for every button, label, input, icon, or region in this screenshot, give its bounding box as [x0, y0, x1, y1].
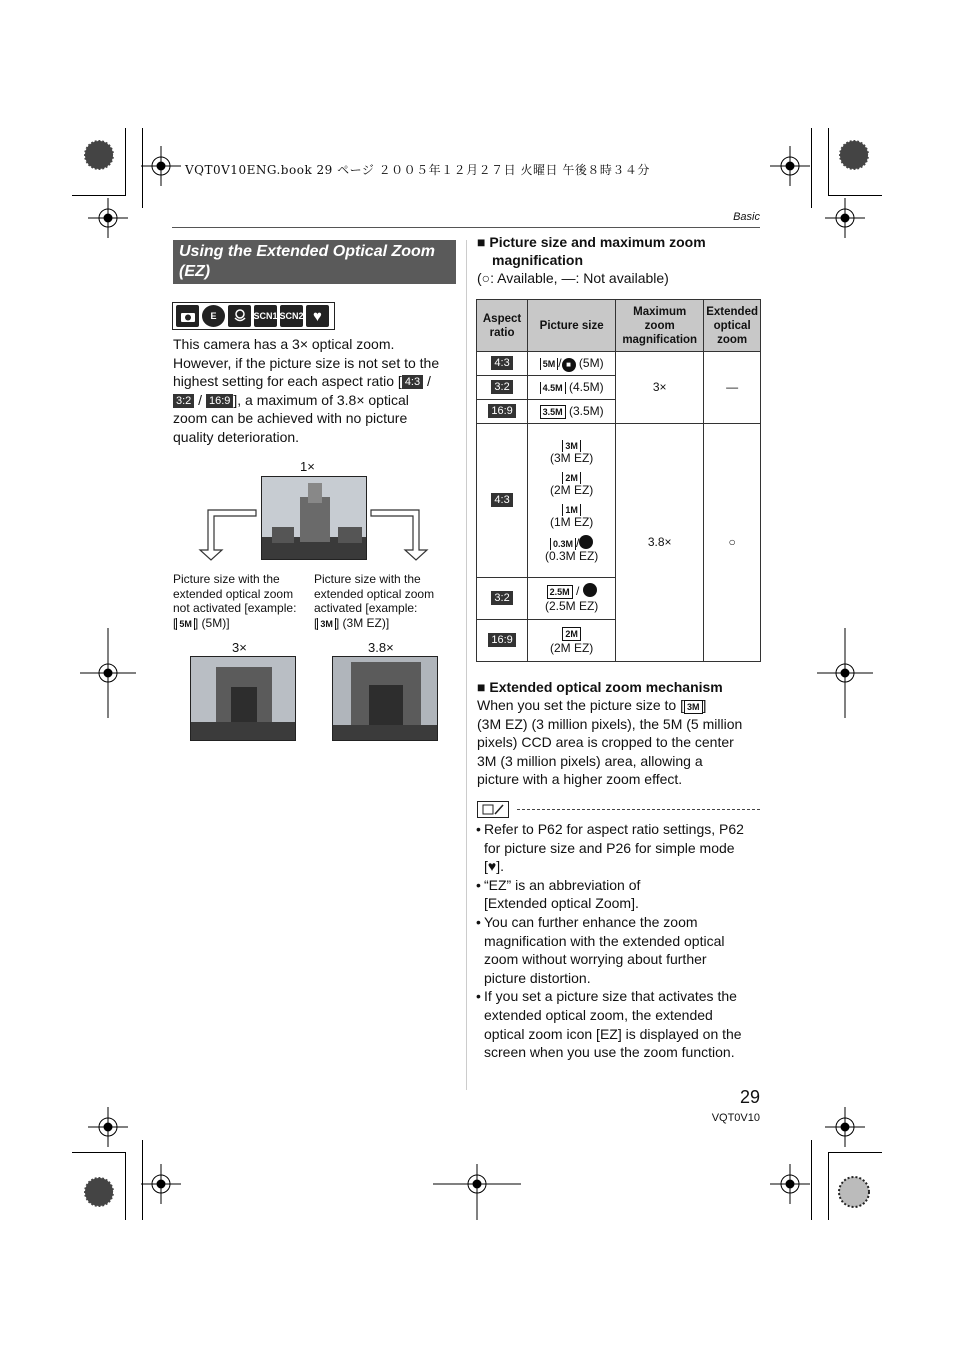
ratio-icon: 16:9: [488, 633, 515, 647]
column-divider: [466, 240, 467, 1090]
table-legend: (○: Available, —: Not available): [477, 270, 669, 286]
note-divider: [517, 809, 760, 810]
square-icon: [583, 583, 597, 597]
table-row: 3:2 2.5M / (2.5M EZ): [477, 578, 761, 620]
size-icon: 3.5M: [540, 405, 566, 419]
arrow-left: [198, 508, 260, 562]
macro-mode-icon: [228, 305, 251, 327]
fountain-illustration: [262, 477, 367, 560]
size-icon: 5M: [540, 358, 559, 370]
mechanism-heading: ■ Extended optical zoom mechanism: [477, 679, 723, 695]
target-mark: [825, 1107, 865, 1147]
model-code: VQT0V10: [711, 1112, 760, 1124]
zoom-3-8x-label: 3.8×: [368, 640, 394, 655]
size-icon: 2.5M: [547, 585, 573, 599]
size-icon: 1M: [562, 504, 581, 516]
fountain-photo-3x: [190, 656, 296, 741]
zoom-3x-label: 3×: [232, 640, 247, 655]
target-mark: [141, 1164, 181, 1204]
list-item: • If you set a picture size that activates the extended optical zoom, the extended optical zoom icon [EZ] is displayed on the screen when you use the zoom function.: [476, 987, 766, 1061]
square-icon: [579, 535, 593, 549]
size-3m-icon: 3M: [317, 618, 336, 630]
scene2-mode-icon: SCN2: [280, 305, 303, 327]
simple-mode-icon: ♥: [306, 305, 329, 327]
zoom-table: [476, 299, 761, 662]
size-icon: 2M: [562, 627, 581, 641]
size-icon: 2M: [562, 472, 581, 484]
star-target-mark: [839, 140, 869, 170]
arrow-right: [369, 508, 431, 562]
mechanism-paragraph: When you set the picture size to [ 3M ] (3M EZ) (3 million pixels), the 5M (5 million pixels) CCD area is cropped to the center 3M (3 million pixels) area, allowing a picture with a higher zoom effect.: [477, 697, 743, 788]
ratio-4-3-icon: 4:3: [402, 375, 423, 389]
ratio-icon: 16:9: [488, 404, 515, 418]
target-mark: [825, 198, 865, 238]
target-mark: [817, 628, 873, 718]
col-aspect-ratio: Aspect ratio: [477, 300, 528, 352]
notes-list: [476, 820, 766, 1062]
fountain-photo-1x: [261, 476, 367, 560]
section-title: Using the Extended Optical Zoom (EZ): [173, 240, 456, 284]
list-item: • “EZ” is an abbreviation of [Extended optical Zoom].: [476, 876, 766, 913]
col-picture-size: Picture size: [528, 300, 616, 352]
table-row: 16:9 2M (2M EZ): [477, 620, 761, 662]
size-icon: 4.5M: [540, 382, 566, 394]
page-number: 29: [739, 1087, 760, 1107]
table-heading: ■ Picture size and maximum zoom magnification: [477, 234, 706, 268]
mode-icon-strip: [172, 302, 335, 330]
list-item: • Refer to P62 for aspect ratio settings, P62 for picture size and P26 for simple mode [♥].: [476, 820, 766, 876]
target-mark: [88, 198, 128, 238]
ratio-icon: 3:2: [491, 380, 512, 394]
target-mark: [770, 1164, 810, 1204]
size-5m-icon: 5M: [176, 618, 195, 630]
size-3m-icon: 3M: [684, 700, 703, 714]
target-mark: [770, 146, 810, 186]
left-caption: Picture size with the extended optical zoom not activated [example: [ 5M ] (5M)]: [173, 572, 297, 630]
ratio-3-2-icon: 3:2: [173, 394, 194, 408]
scene1-mode-icon: SCN1: [254, 305, 277, 327]
square-icon: ■: [562, 358, 576, 372]
table-row: 4:3 5M / ■ (5M) 3× —: [477, 352, 761, 376]
table-row: 4:3 3M (3M EZ) 2M (2M EZ) 1M (1M EZ) 0.3M / (0.3M EZ) 3.8× ○: [477, 424, 761, 578]
target-mark: [433, 1164, 521, 1220]
star-target-mark: [839, 1177, 869, 1207]
ratio-icon: 4:3: [491, 493, 512, 507]
target-mark: [80, 628, 136, 718]
list-item: • You can further enhance the zoom magnification with the extended optical zoom without worrying about further picture distortion.: [476, 913, 766, 987]
zoom-1x-label: 1×: [300, 459, 315, 474]
right-caption: Picture size with the extended optical zoom activated [example: [ 3M ] (3M EZ)]: [314, 572, 435, 630]
size-icon: 0.3M: [550, 538, 576, 550]
section-label: Basic: [733, 211, 760, 223]
camera-mode-icon: [176, 305, 199, 327]
col-max-zoom: Maximum zoom magnification: [616, 300, 704, 352]
table-row: 16:9 3.5M (3.5M): [477, 400, 761, 424]
table-row: 3:2 4.5M (4.5M): [477, 376, 761, 400]
economy-mode-icon: E: [202, 305, 225, 327]
ratio-icon: 3:2: [491, 591, 512, 605]
target-mark: [141, 146, 181, 186]
header-rule: [172, 227, 760, 228]
size-icon: 3M: [562, 440, 581, 452]
target-mark: [88, 1107, 128, 1147]
fountain-photo-3-8x: [332, 656, 438, 741]
intro-paragraph: This camera has a 3× optical zoom. However, if the picture size is not set to the highest setting for each aspect ratio [ 4:3 / 3:2 / 16:9 ], a maximum of 3.8× optical zoom can be achieved with no picture quality deterioration.: [173, 336, 440, 445]
star-target-mark: [84, 1177, 114, 1207]
ratio-16-9-icon: 16:9: [206, 394, 233, 408]
note-icon: [477, 801, 509, 818]
col-ext-zoom: Extended optical zoom: [704, 300, 761, 352]
ratio-icon: 4:3: [491, 356, 512, 370]
print-header: VQT0V10ENG.book 29 ページ ２００５年１２月２７日 火曜日 午後８時３４分: [185, 163, 650, 177]
star-target-mark: [84, 140, 114, 170]
